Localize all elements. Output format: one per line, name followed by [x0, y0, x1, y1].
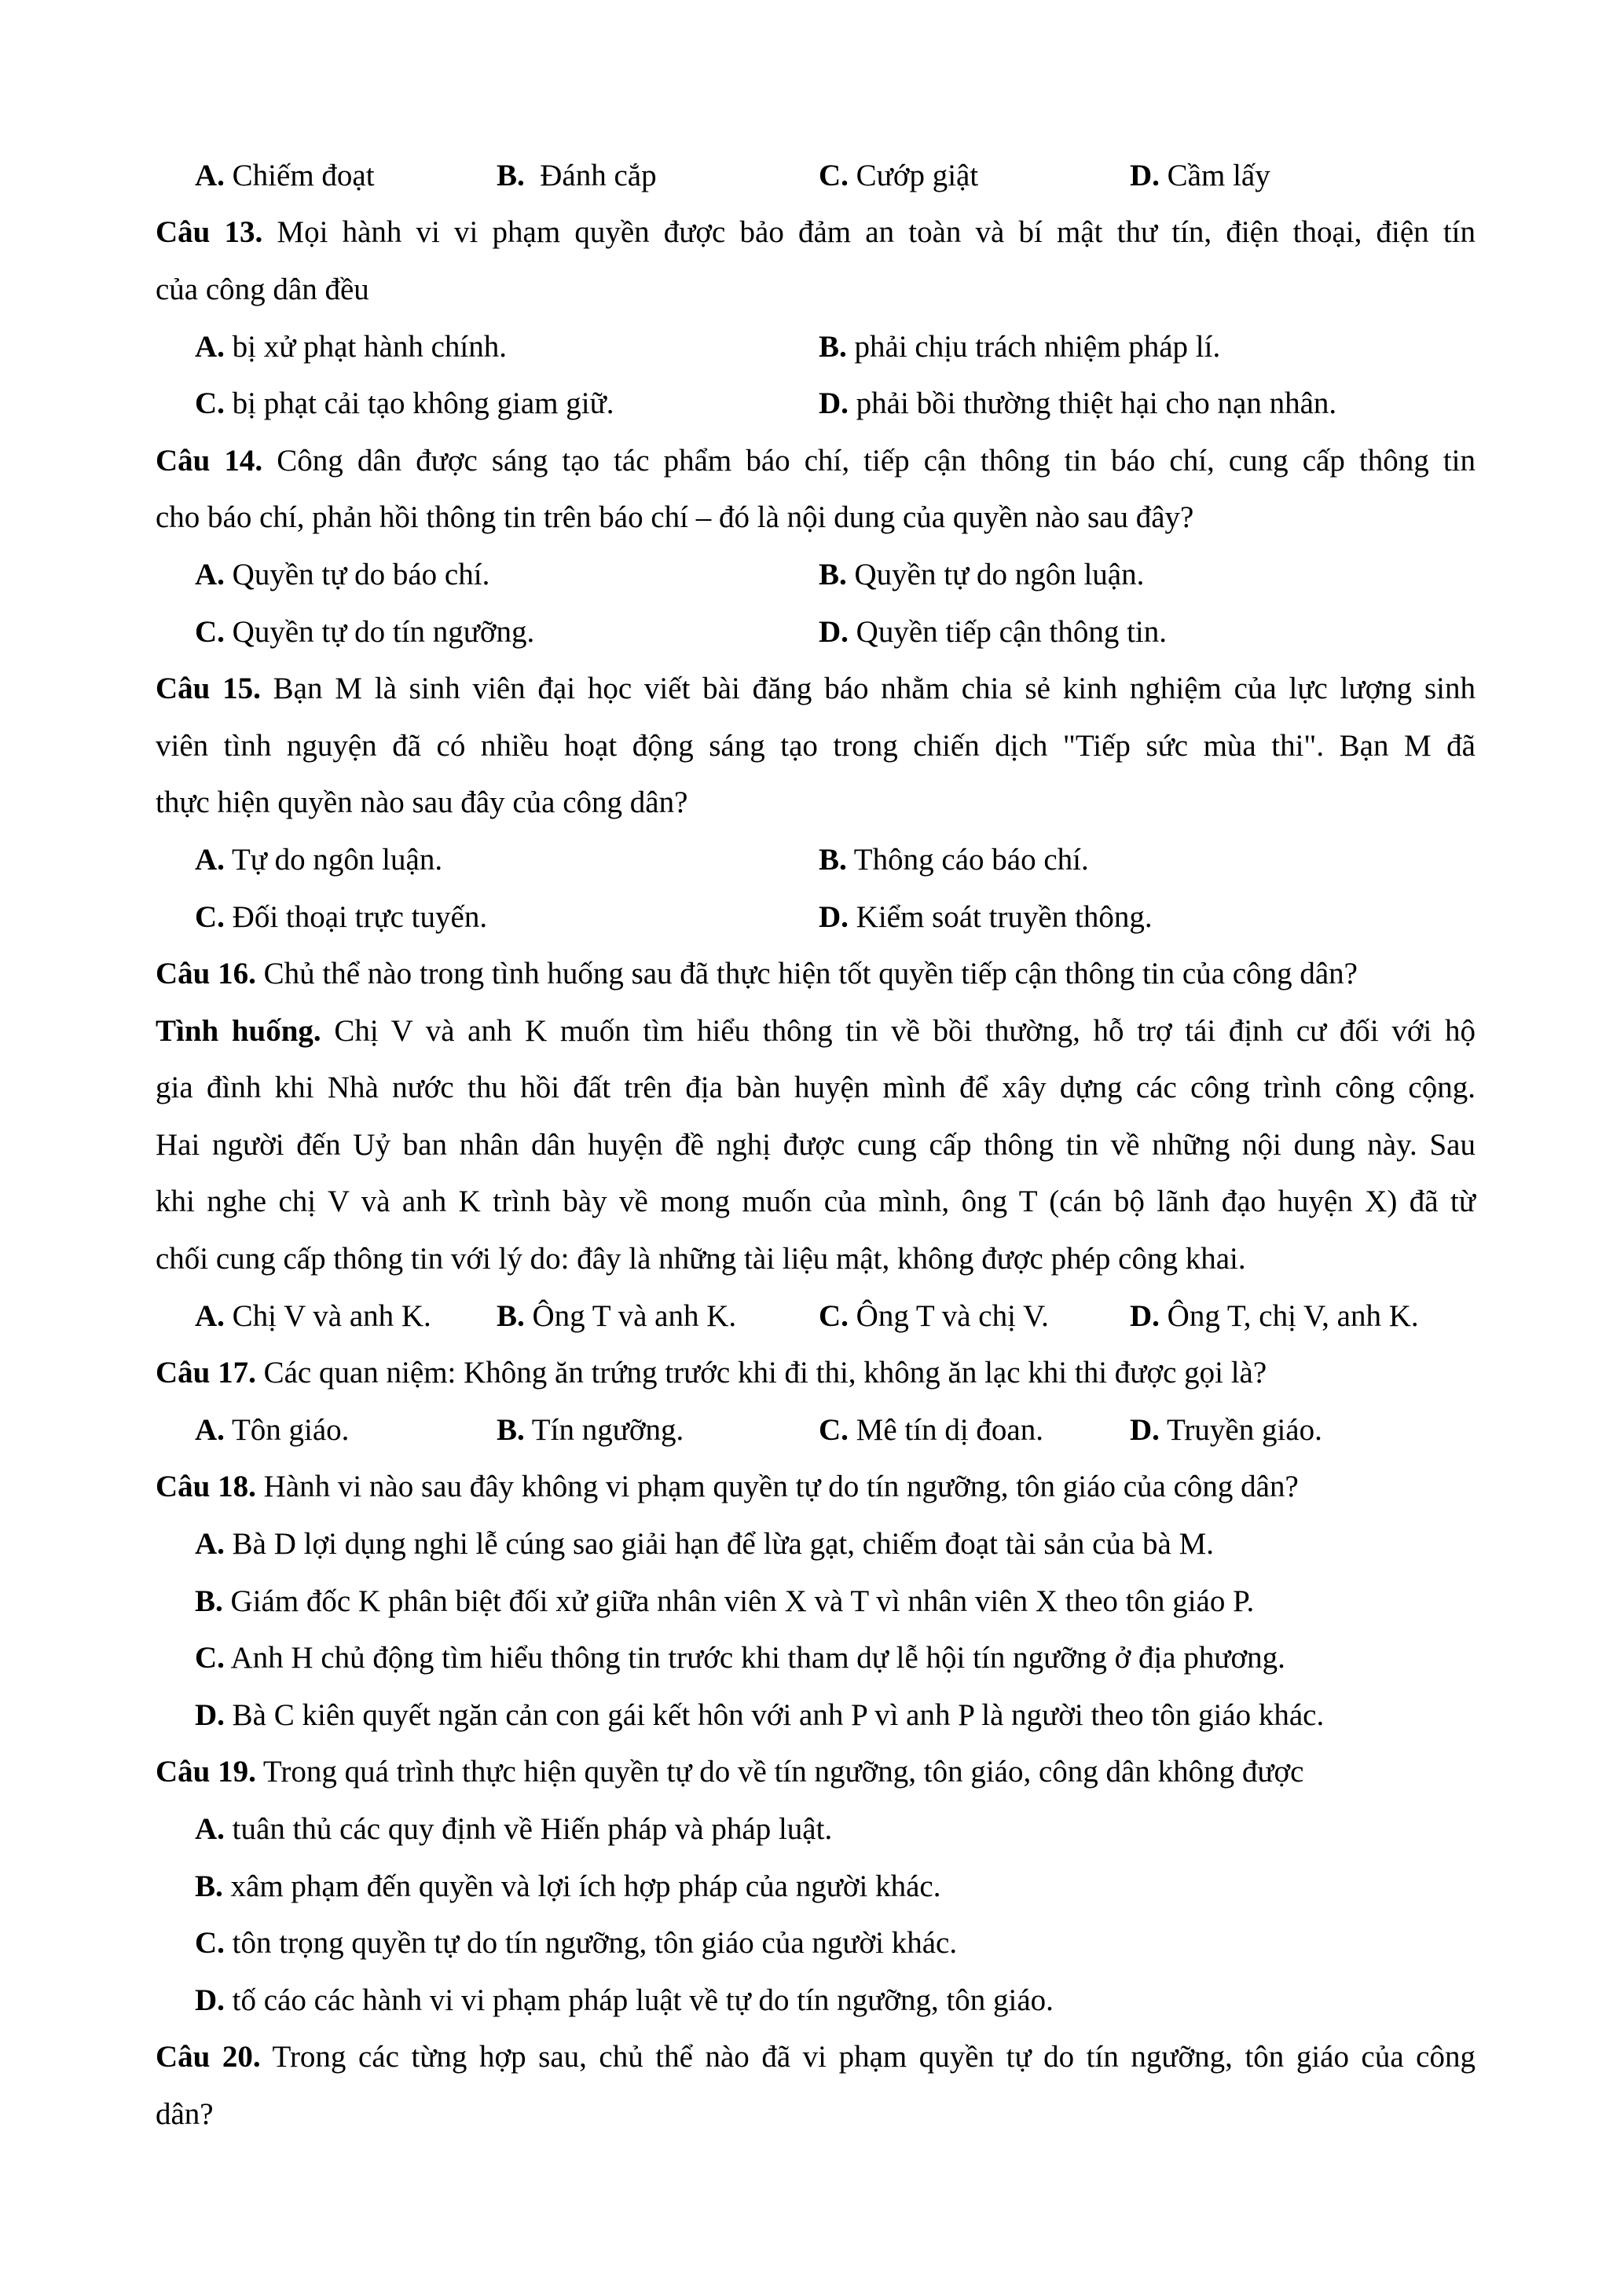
q13-option-b: B. phải chịu trách nhiệm pháp lí. — [819, 330, 1221, 364]
q13-stem-line-1: Câu 13. Mọi hành vi vi phạm quyền được bảo đảm an toàn và bí mật thư tín, điện thoại, điện tín — [156, 215, 1476, 249]
q20-stem-line-2: dân? — [156, 2097, 214, 2131]
q12-option-a: A. Chiếm đoạt — [195, 159, 375, 192]
q15-stem-line-3: thực hiện quyền nào sau đây của công dân? — [156, 785, 688, 819]
q16-situation-line-2: gia đình khi Nhà nước thu hồi đất trên địa bàn huyện mình để xây dựng các công trình công cộng. — [156, 1071, 1476, 1104]
q16-situation-line-3: Hai người đến Uỷ ban nhân dân huyện đề nghị được cung cấp thông tin về những nội dung này. Sau — [156, 1128, 1476, 1162]
q14-option-b: B. Quyền tự do ngôn luận. — [819, 558, 1145, 591]
q16-options — [0, 1288, 1624, 1345]
q15-options-row-1 — [0, 832, 1624, 888]
q17-option-d: D. Truyền giáo. — [1130, 1413, 1322, 1447]
q14-options-row-2 — [0, 604, 1624, 661]
q16-situation-line-5: chối cung cấp thông tin với lý do: đây là những tài liệu mật, không được phép công khai. — [156, 1242, 1246, 1276]
q13-stem-line-2: của công dân đều — [156, 273, 369, 306]
q14-stem-line-2: cho báo chí, phản hồi thông tin trên báo chí – đó là nội dung của quyền nào sau đây? — [156, 500, 1194, 534]
q13-option-d: D. phải bồi thường thiệt hại cho nạn nhân. — [819, 386, 1337, 420]
q15-option-c: C. Đối thoại trực tuyến. — [195, 900, 488, 934]
q13-option-c: C. bị phạt cải tạo không giam giữ. — [195, 386, 614, 420]
q16-option-c: C. Ông T và chị V. — [819, 1299, 1049, 1333]
q15-options-row-2 — [0, 889, 1624, 946]
q16-option-b: B. Ông T và anh K. — [497, 1299, 737, 1333]
q16-option-d: D. Ông T, chị V, anh K. — [1130, 1299, 1419, 1333]
q12-option-b: B. Đánh cắp — [497, 159, 657, 192]
q19-option-d: D. tố cáo các hành vi vi phạm pháp luật về tự do tín ngưỡng, tôn giáo. — [195, 1983, 1054, 2017]
q17-option-c: C. Mê tín dị đoan. — [819, 1413, 1043, 1447]
q16-option-a: A. Chị V và anh K. — [195, 1299, 431, 1333]
q19-option-a: A. tuân thủ các quy định về Hiến pháp và pháp luật. — [195, 1812, 833, 1846]
q18-option-d: D. Bà C kiên quyết ngăn cản con gái kết hôn với anh P vì anh P là người theo tôn giáo khác. — [195, 1698, 1325, 1732]
q14-options-row-1 — [0, 547, 1624, 603]
q15-option-d: D. Kiểm soát truyền thông. — [819, 900, 1153, 934]
q17-option-b: B. Tín ngưỡng. — [497, 1413, 684, 1447]
q12-option-d: D. Cầm lấy — [1130, 159, 1270, 192]
q18-stem: Câu 18. Hành vi nào sau đây không vi phạm quyền tự do tín ngưỡng, tôn giáo của công dân? — [156, 1470, 1299, 1503]
q15-option-a: A. Tự do ngôn luận. — [195, 843, 443, 877]
q15-stem-line-1: Câu 15. Bạn M là sinh viên đại học viết bài đăng báo nhằm chia sẻ kinh nghiệm của lực lượng sinh — [156, 672, 1476, 705]
q12-options — [0, 148, 1624, 204]
q16-stem: Câu 16. Chủ thể nào trong tình huống sau đã thực hiện tốt quyền tiếp cận thông tin của công dân? — [156, 957, 1358, 991]
q20-stem-line-1: Câu 20. Trong các từng hợp sau, chủ thể nào đã vi phạm quyền tự do tín ngưỡng, tôn giáo của công — [156, 2040, 1476, 2074]
q18-option-a: A. Bà D lợi dụng nghi lễ cúng sao giải hạn để lừa gạt, chiếm đoạt tài sản của bà M. — [195, 1527, 1215, 1561]
q14-option-c: C. Quyền tự do tín ngưỡng. — [195, 615, 535, 649]
q15-stem-line-2: viên tình nguyện đã có nhiều hoạt động sáng tạo trong chiến dịch "Tiếp sức mùa thi". Bạn M đã — [156, 729, 1476, 763]
q18-option-c: C. Anh H chủ động tìm hiểu thông tin trước khi tham dự lễ hội tín ngưỡng ở địa phương. — [195, 1641, 1285, 1675]
q17-options — [0, 1402, 1624, 1459]
q14-stem-line-1: Câu 14. Công dân được sáng tạo tác phẩm báo chí, tiếp cận thông tin báo chí, cung cấp thông tin — [156, 444, 1476, 478]
q19-stem: Câu 19. Trong quá trình thực hiện quyền tự do về tín ngưỡng, tôn giáo, công dân không được — [156, 1755, 1304, 1789]
q12-option-c: C. Cướp giật — [819, 159, 979, 192]
q16-situation-line-4: khi nghe chị V và anh K trình bày về mong muốn của mình, ông T (cán bộ lãnh đạo huyện X) đã từ — [156, 1185, 1476, 1218]
q16-situation-line-1: Tình huống. Chị V và anh K muốn tìm hiểu thông tin về bồi thường, hỗ trợ tái định cư đối với hộ — [156, 1014, 1476, 1048]
q14-option-d: D. Quyền tiếp cận thông tin. — [819, 615, 1168, 649]
q17-option-a: A. Tôn giáo. — [195, 1413, 350, 1447]
q13-options-row-1 — [0, 319, 1624, 375]
q13-options-row-2 — [0, 375, 1624, 432]
q19-option-c: C. tôn trọng quyền tự do tín ngưỡng, tôn giáo của người khác. — [195, 1926, 958, 1960]
q18-option-b: B. Giám đốc K phân biệt đối xử giữa nhân viên X và T vì nhân viên X theo tôn giáo P. — [195, 1584, 1255, 1618]
q17-stem: Câu 17. Các quan niệm: Không ăn trứng trước khi đi thi, không ăn lạc khi thi được gọi là? — [156, 1356, 1267, 1390]
q14-option-a: A. Quyền tự do báo chí. — [195, 558, 490, 591]
q13-option-a: A. bị xử phạt hành chính. — [195, 330, 507, 364]
q15-option-b: B. Thông cáo báo chí. — [819, 843, 1089, 877]
q19-option-b: B. xâm phạm đến quyền và lợi ích hợp pháp của người khác. — [195, 1869, 941, 1903]
